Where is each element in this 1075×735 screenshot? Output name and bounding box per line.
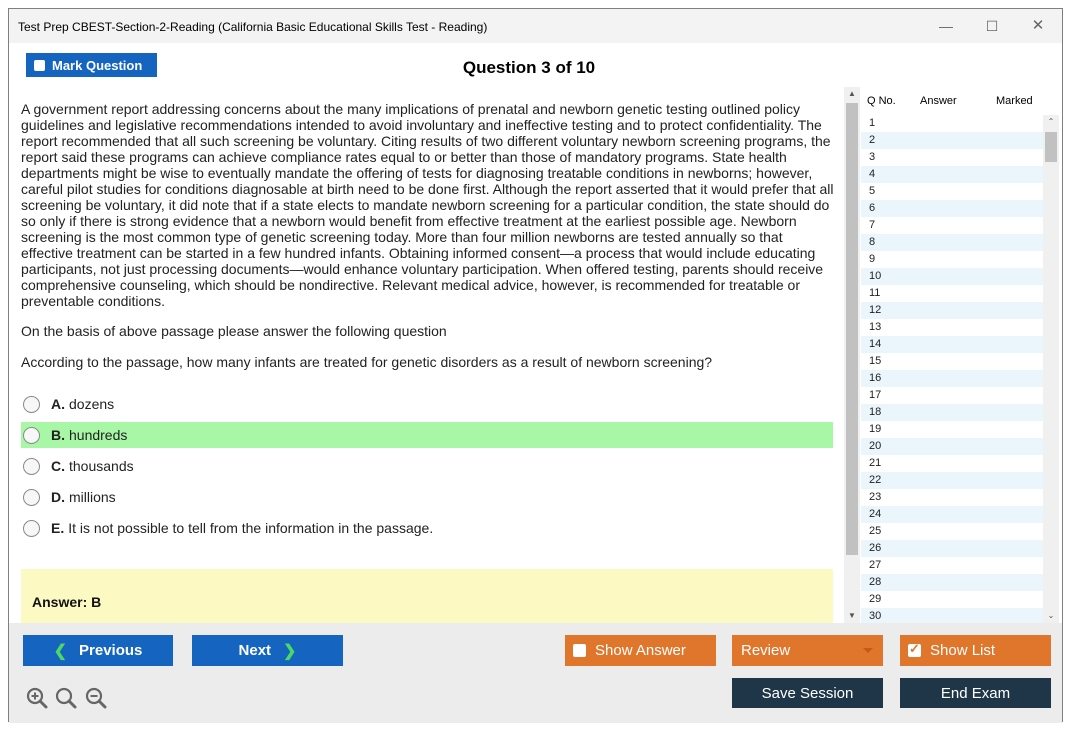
option-e-radio[interactable] — [23, 520, 40, 537]
option-b[interactable] — [21, 422, 833, 448]
list-scroll-down-icon[interactable]: ⌄ — [1047, 611, 1055, 620]
review-dropdown[interactable] — [732, 635, 883, 666]
question-list-row[interactable] — [861, 438, 1043, 455]
qno-header: Q No. — [867, 95, 896, 107]
window-title: Test Prep CBEST-Section-2-Reading (California Basic Educational Skills Test - Reading) — [18, 20, 488, 34]
question-list-row[interactable] — [861, 455, 1043, 472]
question-number: 23 — [869, 491, 882, 503]
option-a[interactable] — [21, 391, 833, 417]
question-list-row[interactable] — [861, 268, 1043, 285]
option-letter: B. — [51, 427, 65, 443]
question-number: 8 — [869, 236, 876, 248]
mark-question-label: Mark Question — [52, 57, 143, 73]
option-text: dozens — [69, 396, 115, 412]
question-content — [21, 101, 835, 623]
minimize-button[interactable]: — — [939, 18, 953, 34]
question-text: According to the passage, how many infants are treated for genetic disorders as a result of newborn screening? — [21, 354, 713, 370]
question-number: 19 — [869, 423, 882, 435]
question-number: 2 — [869, 134, 876, 146]
question-number: 18 — [869, 406, 882, 418]
question-number: 15 — [869, 355, 882, 367]
option-b-radio[interactable] — [23, 427, 40, 444]
question-number: 22 — [869, 474, 882, 486]
answer-label: Answer: B — [32, 594, 102, 610]
scroll-down-icon[interactable]: ▼ — [848, 611, 856, 620]
mark-question-checkbox[interactable] — [34, 60, 45, 71]
option-text: thousands — [69, 458, 134, 474]
show-answer-button[interactable] — [565, 635, 716, 666]
question-list-row[interactable] — [861, 302, 1043, 319]
question-number: 14 — [869, 338, 882, 350]
question-list-row[interactable] — [861, 489, 1043, 506]
option-letter: C. — [51, 458, 65, 474]
zoom-reset-icon[interactable] — [55, 687, 77, 709]
question-number: 24 — [869, 508, 882, 520]
question-list-header — [861, 87, 1059, 115]
option-d-radio[interactable] — [23, 489, 40, 506]
zoom-in-icon[interactable] — [26, 687, 48, 709]
question-list-row[interactable] — [861, 387, 1043, 404]
question-list-row[interactable] — [861, 421, 1043, 438]
option-letter: E. — [51, 520, 65, 536]
question-number: 25 — [869, 525, 882, 537]
question-list-row[interactable] — [861, 574, 1043, 591]
previous-label: Previous — [79, 642, 143, 659]
question-number: 29 — [869, 593, 882, 605]
option-letter: A. — [51, 396, 65, 412]
question-list-scrollbar[interactable] — [1043, 115, 1059, 623]
question-list-row[interactable] — [861, 370, 1043, 387]
content-scroll-thumb[interactable] — [846, 103, 858, 555]
question-number: 13 — [869, 321, 882, 333]
question-number: 12 — [869, 304, 882, 316]
option-text: It is not possible to tell from the information in the passage. — [68, 520, 434, 536]
question-list-row[interactable] — [861, 183, 1043, 200]
zoom-out-icon[interactable] — [85, 687, 107, 709]
option-c-radio[interactable] — [23, 458, 40, 475]
option-a-radio[interactable] — [23, 396, 40, 413]
question-number: 7 — [869, 219, 876, 231]
question-list-row[interactable] — [861, 115, 1043, 132]
question-number: 9 — [869, 253, 876, 265]
option-d[interactable] — [21, 484, 833, 510]
show-answer-label: Show Answer — [595, 642, 686, 659]
app-window — [8, 8, 1063, 722]
question-number: 11 — [869, 287, 881, 299]
question-number: 28 — [869, 576, 882, 588]
review-label: Review — [741, 642, 791, 659]
save-session-button[interactable]: Save Session — [732, 678, 883, 708]
answer-header: Answer — [920, 95, 957, 107]
question-list-row[interactable] — [861, 557, 1043, 574]
previous-button[interactable] — [23, 635, 173, 666]
question-list-row[interactable] — [861, 285, 1043, 302]
question-number: 3 — [869, 151, 876, 163]
show-list-label: Show List — [930, 642, 996, 659]
mark-question-button[interactable] — [26, 53, 157, 77]
question-list-row[interactable] — [861, 132, 1043, 149]
reading-passage: A government report addressing concerns about the many implications of prenatal and newborn genetic testing outlined policy guidelines and legislative recommendations intended to avoid involuntary and ineffective testing and to protect confidentiality. The report recommended that all such screening be voluntary. Citing results of two different voluntary newborn screening programs, the report said these programs can achieve compliance rates equal to or better than those of mandatory programs. State health departments might be wise to eventually mandate the offering of tests for diagnosing treatable conditions in newborns; however, careful pilot studies for conditions diagnosable at birth need to be done first. Although the report asserted that it would prefer that all screening be voluntary, it did note that if a state elects to mandate newborn screening for a particular condition, the state should do so only if there is strong evidence that a newborn would benefit from effective treatment at the earliest possible age. Newborn screening is the most common type of genetic screening today. More than four million newborns are tested annually so that effective treatment can be started in a few hundred infants. Obtaining informed consent—a process that would include educating participants, not just processing documents—would enhance voluntary participation. When offered testing, parents should receive comprehensive counseling, which should be nondirective. Relevant medical advice, however, is recommended for treatable or preventable conditions. — [21, 101, 834, 309]
question-list-row[interactable] — [861, 472, 1043, 489]
question-number: 26 — [869, 542, 882, 554]
list-scroll-thumb[interactable] — [1045, 132, 1057, 162]
title-bar — [9, 9, 1062, 43]
show-list-checkbox[interactable] — [908, 644, 921, 657]
close-button[interactable]: ✕ — [1031, 17, 1045, 34]
question-list-row[interactable] — [861, 404, 1043, 421]
question-list-row[interactable] — [861, 506, 1043, 523]
option-c[interactable] — [21, 453, 833, 479]
option-text: hundreds — [69, 427, 128, 443]
question-number: 1 — [869, 117, 876, 129]
end-exam-button[interactable]: End Exam — [900, 678, 1051, 708]
question-number: 17 — [869, 389, 882, 401]
question-list-row[interactable] — [861, 251, 1043, 268]
question-number: 5 — [869, 185, 876, 197]
option-e[interactable] — [21, 515, 833, 541]
maximize-button[interactable]: ☐ — [985, 18, 999, 34]
option-text: millions — [69, 489, 116, 505]
question-list-row[interactable] — [861, 540, 1043, 557]
scroll-up-icon[interactable]: ▲ — [848, 89, 856, 98]
question-list-row[interactable] — [861, 149, 1043, 166]
question-number: 27 — [869, 559, 882, 571]
question-counter: Question 3 of 10 — [462, 58, 596, 77]
question-list-panel — [861, 87, 1059, 623]
question-list-row[interactable] — [861, 336, 1043, 353]
chevron-left-icon: ❮ — [53, 642, 68, 660]
question-number: 20 — [869, 440, 882, 452]
list-scroll-up-icon[interactable]: ⌃ — [1047, 117, 1055, 126]
question-number: 21 — [869, 457, 882, 469]
question-prompt: On the basis of above passage please answer the following question — [21, 323, 447, 339]
show-list-button[interactable] — [900, 635, 1051, 666]
show-answer-checkbox[interactable] — [573, 644, 586, 657]
question-number: 4 — [869, 168, 876, 180]
marked-header: Marked — [996, 95, 1033, 107]
option-letter: D. — [51, 489, 65, 505]
chevron-down-icon — [863, 648, 873, 653]
question-list-row[interactable] — [861, 217, 1043, 234]
question-list-row[interactable] — [861, 353, 1043, 370]
question-number: 10 — [869, 270, 882, 282]
question-list-row[interactable] — [861, 523, 1043, 540]
question-list-row[interactable] — [861, 200, 1043, 217]
content-scrollbar[interactable] — [844, 87, 860, 623]
question-list-row[interactable] — [861, 166, 1043, 183]
question-list-row[interactable] — [861, 319, 1043, 336]
question-number: 16 — [869, 372, 882, 384]
question-list-row[interactable] — [861, 234, 1043, 251]
question-list-row[interactable] — [861, 591, 1043, 608]
chevron-right-icon: ❯ — [283, 642, 297, 660]
question-number: 6 — [869, 202, 876, 214]
next-button[interactable] — [192, 635, 343, 666]
next-label: Next — [238, 642, 272, 659]
question-number: 30 — [869, 610, 882, 622]
